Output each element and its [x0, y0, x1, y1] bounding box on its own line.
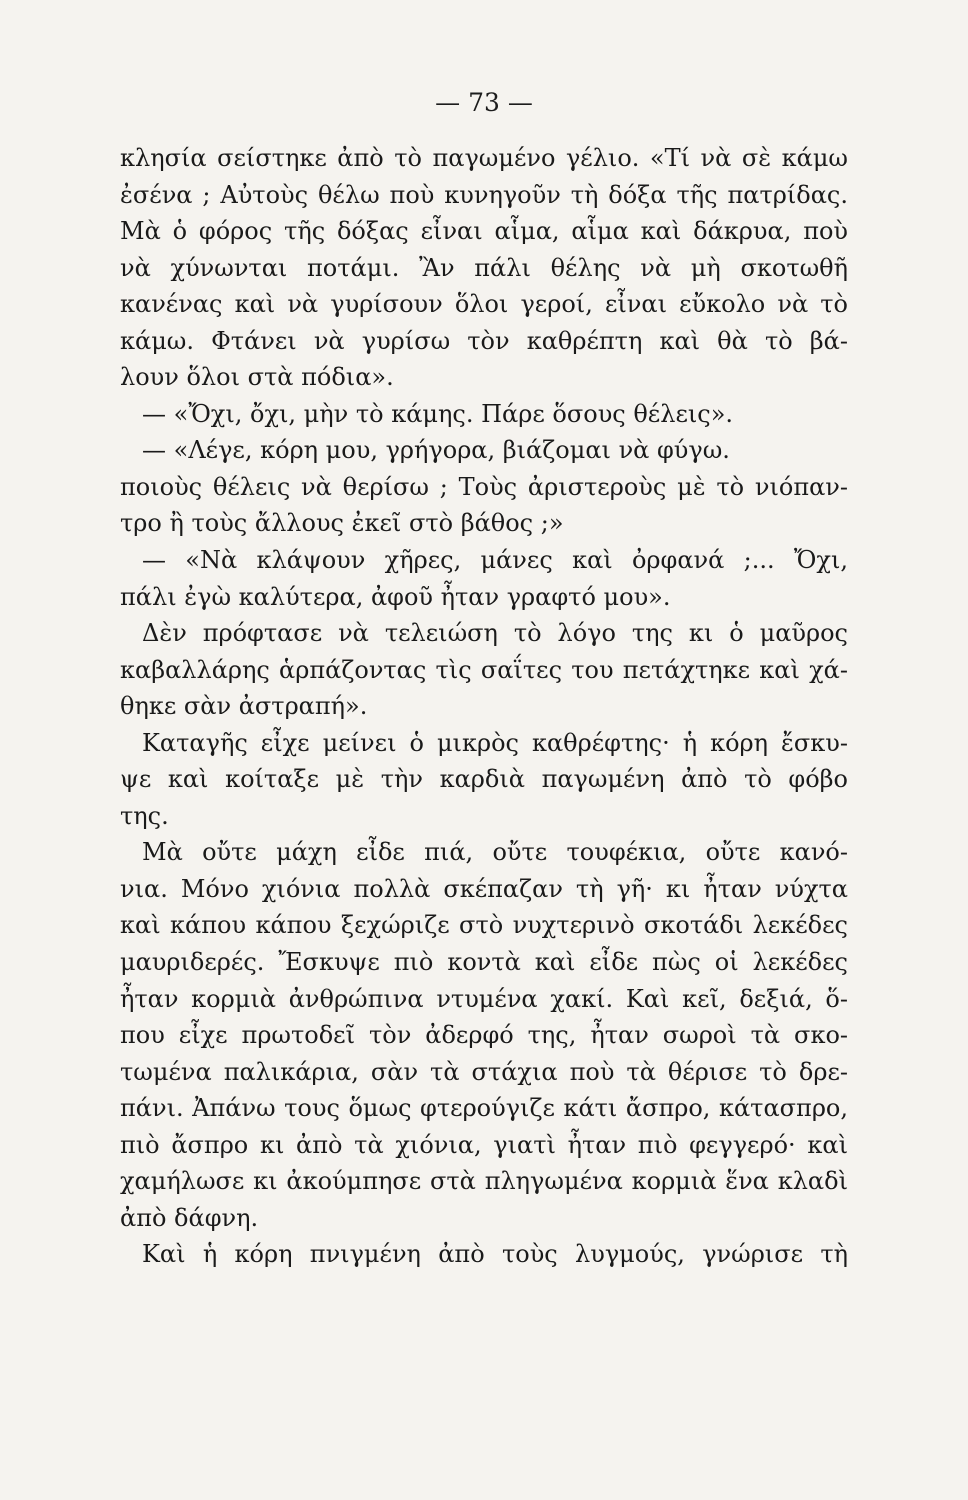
text-line: ψε καὶ κοίταξε μὲ τὴν καρδιὰ παγωμένη ἀπὸ τὸ φόβο	[120, 765, 848, 794]
text-line: μαυριδερές. Ἔσκυψε πιὸ κοντὰ καὶ εἶδε πὼς οἱ λεκέδες	[120, 948, 848, 977]
text-line: ἦταν κορμιὰ ἀνθρώπινα ντυμένα χακί. Καὶ κεῖ, δεξιά, ὅ-	[120, 984, 848, 1013]
text-line: ἀπὸ δάφνη.	[120, 1203, 259, 1232]
text-line: ἐσένα ; Αὐτοὺς θέλω ποὺ κυνηγοῦν τὴ δόξα τῆς πατρίδας.	[120, 180, 848, 209]
text-line: κανένας καὶ νὰ γυρίσουν ὅλοι γεροί, εἶναι εὔκολο νὰ τὸ	[120, 290, 848, 319]
text-line: πάνι. Ἀπάνω τους ὅμως φτερούγιζε κάτι ἄσπρο, κάτασπρο,	[120, 1094, 848, 1123]
text-line: Καταγῆς εἶχε μείνει ὁ μικρὸς καθρέφτης· ἡ κόρη ἔσκυ-	[142, 728, 848, 757]
text-line: Καὶ ἡ κόρη πνιγμένη ἀπὸ τοὺς λυγμούς, γνώρισε τὴ	[142, 1240, 848, 1269]
text-line: Δὲν πρόφτασε νὰ τελειώση τὸ λόγο της κι ὁ μαῦρος	[142, 619, 848, 648]
text-line: λουν ὅλοι στὰ πόδια».	[120, 363, 394, 392]
text-line: — «Λέγε, κόρη μου, γρήγορα, βιάζομαι νὰ φύγω.	[142, 436, 730, 465]
text-line: νὰ χύνωνται ποτάμι. Ἂν πάλι θέλης νὰ μὴ σκοτωθῆ	[120, 253, 848, 282]
text-line: κάμω. Φτάνει νὰ γυρίσω τὸν καθρέπτη καὶ θὰ τὸ βά-	[120, 326, 848, 355]
text-line: θηκε σὰν ἀστραπή».	[120, 692, 368, 721]
text-line: — «Ὄχι, ὄχι, μὴν τὸ κάμης. Πάρε ὅσους θέλεις».	[142, 399, 734, 428]
text-line: της.	[120, 801, 169, 830]
text-line: ποιοὺς θέλεις νὰ θερίσω ; Τοὺς ἀριστεροὺς μὲ τὸ νιόπαν-	[120, 472, 848, 501]
page-number: — 73 —	[435, 88, 533, 117]
text-line: — «Νὰ κλάψουν χῆρες, μάνες καὶ ὀρφανά ;... Ὄχι,	[142, 546, 848, 575]
text-line: κλησία σείστηκε ἀπὸ τὸ παγωμένο γέλιο. «Τί νὰ σὲ κάμω	[120, 144, 848, 172]
text-line: καὶ κάπου κάπου ξεχώριζε στὸ νυχτερινὸ σκοτάδι λεκέδες	[120, 911, 848, 940]
text-line: Μὰ οὔτε μάχη εἶδε πιά, οὔτε τουφέκια, οὔτε κανό-	[142, 838, 848, 867]
text-line: πάλι ἐγὼ καλύτερα, ἀφοῦ ἦταν γραφτό μου».	[120, 582, 671, 611]
text-line: που εἶχε πρωτοδεῖ τὸν ἀδερφό της, ἦταν σωροὶ τὰ σκο-	[120, 1021, 848, 1050]
text-line: πιὸ ἄσπρο κι ἀπὸ τὰ χιόνια, γιατὶ ἦταν πιὸ φεγγερό· καὶ	[120, 1130, 848, 1159]
text-line: τωμένα παλικάρια, σὰν τὰ στάχια ποὺ τὰ θέρισε τὸ δρε-	[120, 1057, 848, 1086]
text-line: τρο ἢ τοὺς ἄλλους ἐκεῖ στὸ βάθος ;»	[120, 509, 564, 538]
text-line: καβαλλάρης ἁρπάζοντας τὶς σαΐτες του πετάχτηκε καὶ χά-	[120, 655, 848, 684]
text-line: χαμήλωσε κι ἀκούμπησε στὰ πληγωμένα κορμιὰ ἕνα κλαδὶ	[120, 1167, 848, 1196]
text-line: νια. Μόνο χιόνια πολλὰ σκέπαζαν τὴ γῆ· κι ἦταν νύχτα	[120, 874, 848, 903]
body-text	[120, 140, 848, 1273]
text-line: Μὰ ὁ φόρος τῆς δόξας εἶναι αἷμα, αἷμα καὶ δάκρυα, ποὺ	[120, 217, 848, 246]
